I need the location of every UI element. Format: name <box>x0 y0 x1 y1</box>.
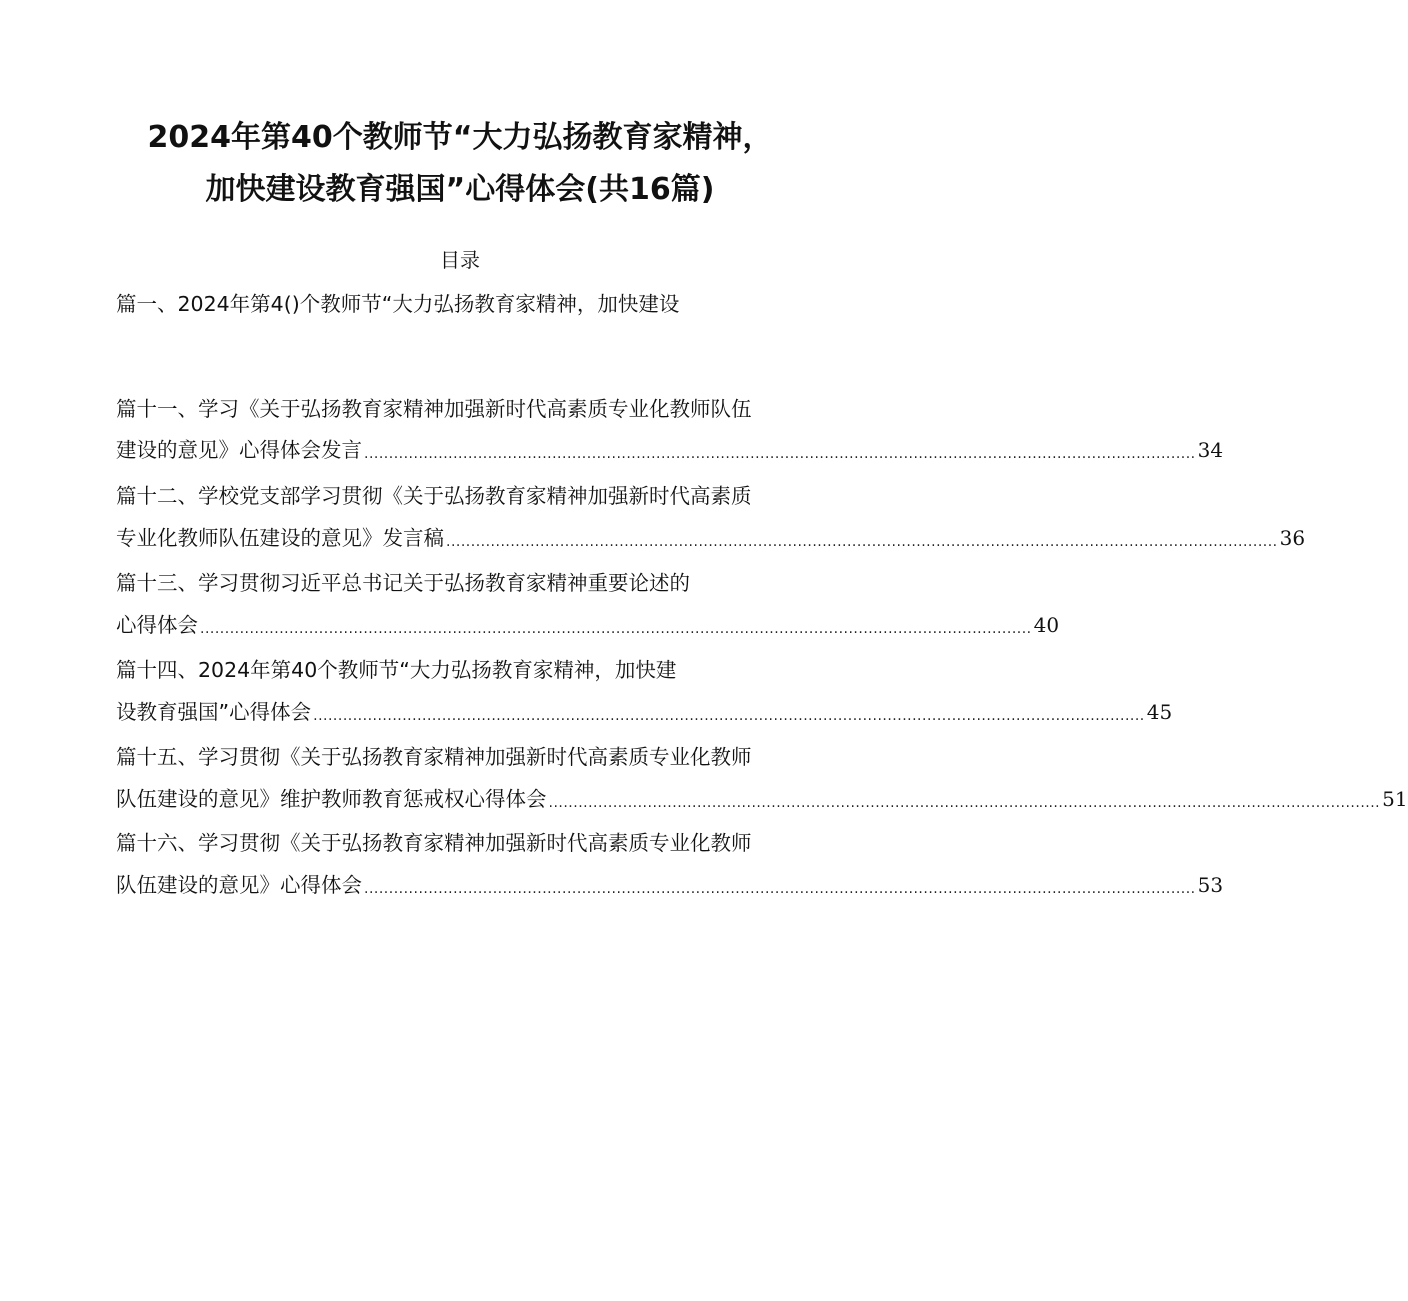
toc-entry-12-line1[interactable]: 篇十二、学校党支部学习贯彻《关于弘扬教育家精神加强新时代高素质 <box>116 484 752 508</box>
toc-entry-12-line2[interactable] <box>116 524 1306 552</box>
toc-heading: 目录 <box>440 248 480 272</box>
document-title-line2: 加快建设教育强国”心得体会(共16篇) <box>205 172 715 207</box>
toc-page-number: 51 <box>1382 787 1408 811</box>
toc-page-number: 40 <box>1033 613 1060 637</box>
toc-entry-text: 专业化教师队伍建设的意见》发言稿 <box>116 526 444 550</box>
toc-entry-16-line1[interactable]: 篇十六、学习贯彻《关于弘扬教育家精神加强新时代高素质专业化教师 <box>116 831 752 855</box>
toc-entry-16-line2[interactable] <box>116 871 1224 899</box>
toc-leader-dots: ........................................................................................................................................................................ <box>548 795 1381 811</box>
toc-page-number: 45 <box>1146 700 1173 724</box>
document-title-line1: 2024年第40个教师节“大力弘扬教育家精神， <box>147 120 773 155</box>
toc-entry-13-line2[interactable] <box>116 611 1060 639</box>
toc-page-number: 36 <box>1279 526 1306 550</box>
toc-entry-11-line2[interactable] <box>116 436 1224 464</box>
toc-entry-14-line2[interactable] <box>116 698 1173 726</box>
toc-entry-text: 队伍建设的意见》心得体会 <box>116 873 362 897</box>
toc-leader-dots: ........................................................................................................................................................................ <box>364 881 1196 897</box>
toc-entry-text: 心得体会 <box>116 613 198 637</box>
toc-entry-text: 队伍建设的意见》维护教师教育惩戒权心得体会 <box>116 787 547 811</box>
toc-entry-text: 建设的意见》心得体会发言 <box>116 438 362 462</box>
toc-entry-11-line1[interactable]: 篇十一、学习《关于弘扬教育家精神加强新时代高素质专业化教师队伍 <box>116 397 752 421</box>
toc-leader-dots: ........................................................................................................................................................................ <box>313 708 1145 724</box>
toc-entry-1[interactable]: 篇一、2024年第4()个教师节“大力弘扬教育家精神，加快建设 <box>116 292 680 316</box>
toc-page-number: 53 <box>1197 873 1224 897</box>
toc-leader-dots: ........................................................................................................................................................................ <box>200 621 1032 637</box>
toc-page-number: 34 <box>1197 438 1224 462</box>
toc-entry-15-line2[interactable] <box>116 785 1408 813</box>
toc-entry-text: 设教育强国”心得体会 <box>116 700 312 724</box>
toc-entry-15-line1[interactable]: 篇十五、学习贯彻《关于弘扬教育家精神加强新时代高素质专业化教师 <box>116 745 752 769</box>
toc-entry-13-line1[interactable]: 篇十三、学习贯彻习近平总书记关于弘扬教育家精神重要论述的 <box>116 571 690 595</box>
toc-leader-dots: ........................................................................................................................................................................ <box>364 446 1196 462</box>
toc-entry-14-line1[interactable]: 篇十四、2024年第40个教师节“大力弘扬教育家精神，加快建 <box>116 658 677 682</box>
toc-leader-dots: ........................................................................................................................................................................ <box>446 534 1278 550</box>
